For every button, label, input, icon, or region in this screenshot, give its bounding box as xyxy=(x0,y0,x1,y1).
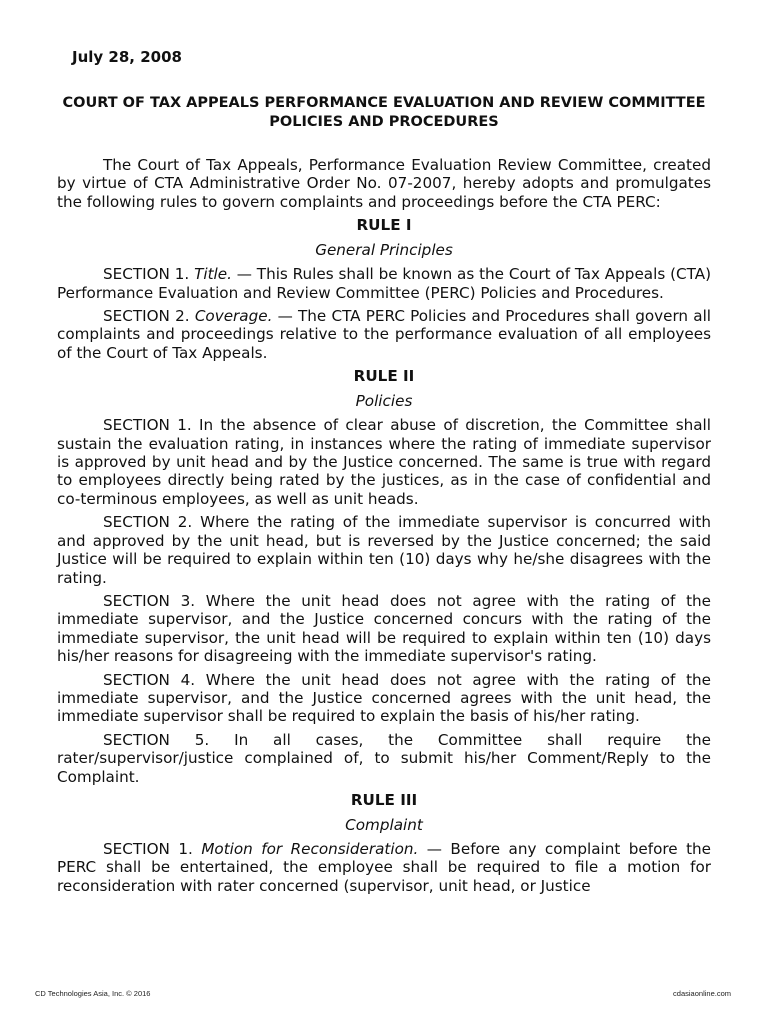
footer-copyright: CD Technologies Asia, Inc. © 2016 xyxy=(35,989,151,998)
section-label: Coverage. xyxy=(194,307,273,326)
rule-1-section-2 xyxy=(57,307,711,362)
rule-3-heading: RULE III xyxy=(350,790,418,809)
footer-website-link[interactable]: cdasiaonline.com xyxy=(673,989,731,998)
section-prefix: SECTION 1. xyxy=(103,839,193,858)
document-title: COURT OF TAX APPEALS PERFORMANCE EVALUATION AND REVIEW COMMITTEE POLICIES AND PROCEDURES xyxy=(62,95,706,130)
section-prefix: SECTION 2. xyxy=(103,307,190,326)
document-body xyxy=(57,156,711,900)
section-prefix: SECTION 1. xyxy=(103,265,190,284)
section-label: Title. xyxy=(194,265,232,284)
rule-2-section-3: SECTION 3. Where the unit head does not agree with the rating of the immediate supervisor, and the Justice concerned concurs with the rating of the immediate supervisor, the unit head will be required to explain within ten (10) days his/her reasons for disagreeing with the immediate supervisor's rating. xyxy=(57,591,711,666)
rule-2-heading: RULE II xyxy=(353,367,415,386)
section-text: — Before any complaint before the PERC shall be entertained, the employee shall be required to file a motion for reconsideration with rater concerned (supervisor, unit head, or Justice xyxy=(57,839,712,895)
rule-2-section-1: SECTION 1. In the absence of clear abuse of discretion, the Committee shall sustain the evaluation rating, in instances where the rating of immediate supervisor is approved by unit head and by the Justice concerned. The same is true with regard to employees directly being rated by the justices, as in the case of confidential and co-terminous employees, as well as unit heads. xyxy=(57,416,711,508)
rule-1-heading: RULE I xyxy=(356,216,412,235)
rule-2-section-5: SECTION 5. In all cases, the Committee shall require the rater/supervisor/justice complained of, to submit his/her Comment/Reply to the Complaint. xyxy=(57,730,711,786)
rule-3-subheading: Complaint xyxy=(345,815,423,834)
section-text: — This Rules shall be known as the Court of Tax Appeals (CTA) Performance Evaluation and Review Committee (PERC) Policies and Procedures. xyxy=(57,265,712,302)
section-label: Motion for Reconsideration. xyxy=(201,839,419,858)
rule-2-section-4: SECTION 4. Where the unit head does not agree with the rating of the immediate supervisor, and the Justice concerned agrees with the unit head, the immediate supervisor shall be required to explain the basis of his/her rating. xyxy=(57,670,711,726)
rule-2-section-2: SECTION 2. Where the rating of the immediate supervisor is concurred with and approved by the unit head, but is reversed by the Justice concerned; the said Justice will be required to explain within ten (10) days why he/she disagrees with the rating. xyxy=(57,513,711,587)
intro-paragraph: The Court of Tax Appeals, Performance Evaluation Review Committee, created by virtue of CTA Administrative Order No. 07-2007, hereby adopts and promulgates the following rules to govern complaints and proceedings before the CTA PERC: xyxy=(57,156,711,211)
document-date: July 28, 2008 xyxy=(72,48,182,66)
rule-2-subheading: Policies xyxy=(355,392,413,411)
section-text: — The CTA PERC Policies and Procedures shall govern all complaints and proceedings relative to the performance evaluation of all employees of the Court of Tax Appeals. xyxy=(57,307,712,362)
rule-1-subheading: General Principles xyxy=(315,241,453,260)
rule-1-section-1 xyxy=(57,265,711,302)
rule-3-section-1 xyxy=(57,840,711,895)
